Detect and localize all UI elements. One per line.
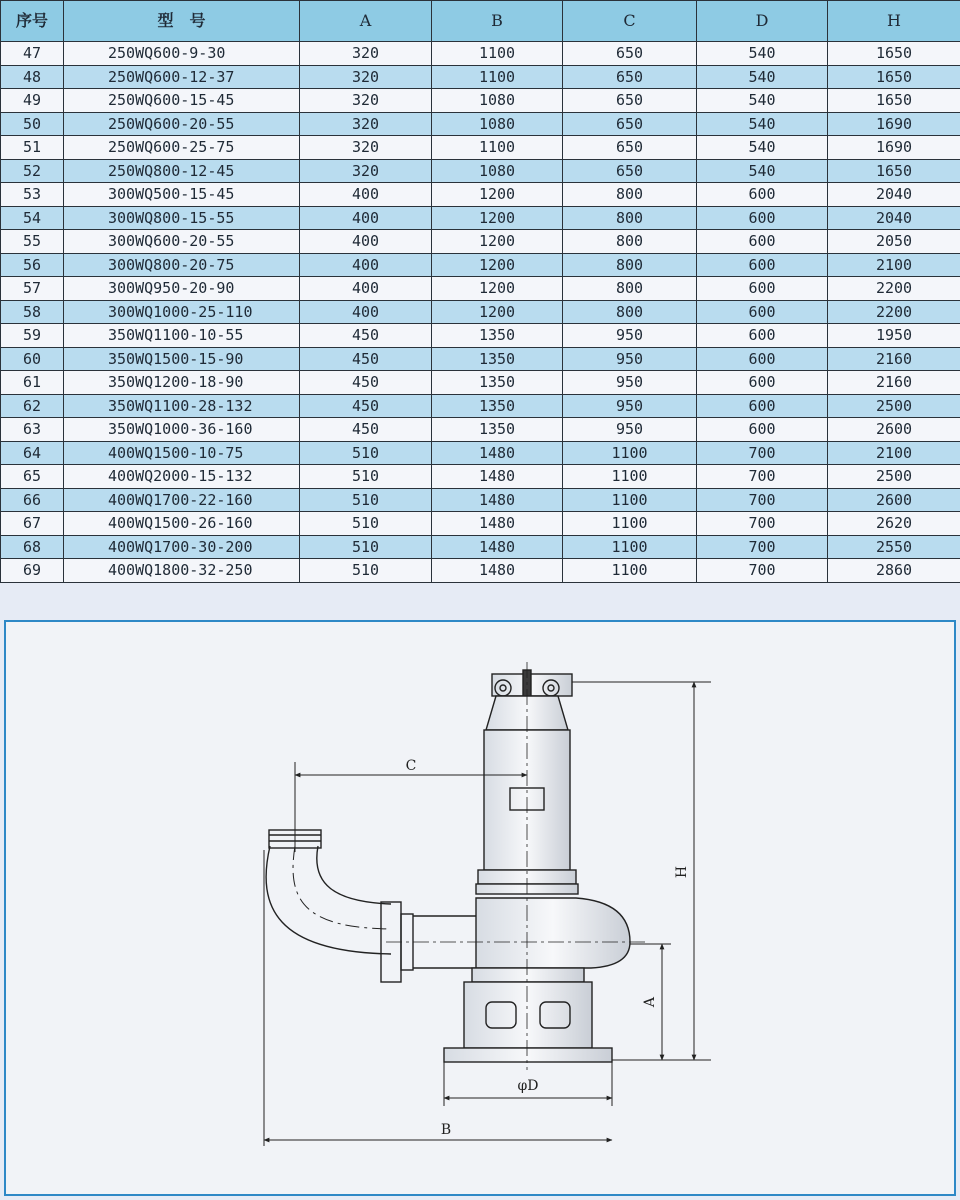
cell-a: 510 (300, 488, 432, 512)
cell-c: 650 (563, 112, 697, 136)
cell-c: 800 (563, 206, 697, 230)
cell-d: 540 (697, 136, 828, 160)
cell-index: 49 (1, 89, 64, 113)
cell-d: 540 (697, 42, 828, 66)
cell-d: 600 (697, 277, 828, 301)
cell-b: 1480 (432, 512, 563, 536)
cell-b: 1100 (432, 65, 563, 89)
cell-index: 64 (1, 441, 64, 465)
cell-c: 1100 (563, 488, 697, 512)
cell-d: 600 (697, 394, 828, 418)
cell-d: 600 (697, 206, 828, 230)
cell-b: 1200 (432, 277, 563, 301)
cell-b: 1480 (432, 441, 563, 465)
cell-c: 1100 (563, 559, 697, 583)
cell-d: 540 (697, 89, 828, 113)
cell-h: 2600 (828, 418, 960, 442)
table-row (1, 112, 960, 136)
cell-model: 250WQ600-25-75 (64, 136, 300, 160)
cell-h: 2050 (828, 230, 960, 254)
cell-h: 2620 (828, 512, 960, 536)
cell-index: 66 (1, 488, 64, 512)
cell-a: 400 (300, 277, 432, 301)
cell-c: 800 (563, 183, 697, 207)
cell-d: 700 (697, 441, 828, 465)
cell-model: 250WQ600-12-37 (64, 65, 300, 89)
cell-h: 2160 (828, 347, 960, 371)
cell-d: 600 (697, 230, 828, 254)
cell-c: 950 (563, 418, 697, 442)
cell-b: 1200 (432, 230, 563, 254)
cell-c: 1100 (563, 465, 697, 489)
cell-h: 2860 (828, 559, 960, 583)
cell-a: 400 (300, 230, 432, 254)
table-row (1, 347, 960, 371)
cell-model: 250WQ800-12-45 (64, 159, 300, 183)
cell-model: 350WQ1200-18-90 (64, 371, 300, 395)
cell-index: 52 (1, 159, 64, 183)
cell-a: 510 (300, 441, 432, 465)
cell-index: 55 (1, 230, 64, 254)
cell-c: 800 (563, 253, 697, 277)
cell-h: 1690 (828, 136, 960, 160)
dim-label-h: H (674, 865, 690, 879)
cell-index: 61 (1, 371, 64, 395)
cell-a: 320 (300, 112, 432, 136)
cell-h: 2550 (828, 535, 960, 559)
table-row (1, 136, 960, 160)
cell-h: 1690 (828, 112, 960, 136)
drawing-canvas (6, 622, 954, 1194)
cell-d: 700 (697, 559, 828, 583)
cell-index: 56 (1, 253, 64, 277)
cell-b: 1350 (432, 394, 563, 418)
cell-index: 62 (1, 394, 64, 418)
cell-c: 1100 (563, 535, 697, 559)
cell-b: 1200 (432, 300, 563, 324)
cell-c: 950 (563, 394, 697, 418)
cell-b: 1100 (432, 136, 563, 160)
cell-d: 700 (697, 465, 828, 489)
cell-b: 1350 (432, 347, 563, 371)
cell-model: 250WQ600-20-55 (64, 112, 300, 136)
cell-index: 60 (1, 347, 64, 371)
cell-c: 950 (563, 347, 697, 371)
cell-b: 1480 (432, 535, 563, 559)
header-b: B (432, 1, 563, 42)
cell-c: 650 (563, 42, 697, 66)
cell-d: 600 (697, 418, 828, 442)
cell-h: 2200 (828, 277, 960, 301)
cell-c: 950 (563, 324, 697, 348)
cell-b: 1480 (432, 559, 563, 583)
cell-index: 65 (1, 465, 64, 489)
cell-model: 300WQ600-20-55 (64, 230, 300, 254)
cell-index: 47 (1, 42, 64, 66)
header-index: 序号 (1, 1, 64, 42)
cell-a: 320 (300, 65, 432, 89)
cell-model: 400WQ1500-10-75 (64, 441, 300, 465)
cell-index: 67 (1, 512, 64, 536)
dim-label-b: B (440, 1122, 452, 1138)
cell-b: 1200 (432, 183, 563, 207)
table-row (1, 206, 960, 230)
header-model: 型 号 (64, 1, 300, 42)
cell-h: 1650 (828, 65, 960, 89)
cell-h: 2600 (828, 488, 960, 512)
cell-model: 400WQ1700-22-160 (64, 488, 300, 512)
cell-a: 510 (300, 465, 432, 489)
cell-model: 400WQ2000-15-132 (64, 465, 300, 489)
cell-model: 300WQ950-20-90 (64, 277, 300, 301)
cell-b: 1100 (432, 42, 563, 66)
cell-d: 700 (697, 488, 828, 512)
cell-a: 400 (300, 206, 432, 230)
cell-d: 700 (697, 535, 828, 559)
table-header (1, 1, 960, 42)
cell-index: 59 (1, 324, 64, 348)
cell-c: 1100 (563, 441, 697, 465)
cell-model: 350WQ1100-10-55 (64, 324, 300, 348)
cell-c: 800 (563, 277, 697, 301)
table-row (1, 488, 960, 512)
cell-a: 400 (300, 253, 432, 277)
cell-model: 400WQ1800-32-250 (64, 559, 300, 583)
cell-model: 300WQ800-15-55 (64, 206, 300, 230)
discharge-pipe (266, 830, 476, 982)
cell-d: 700 (697, 512, 828, 536)
cell-index: 53 (1, 183, 64, 207)
table-row (1, 512, 960, 536)
cell-model: 350WQ1000-36-160 (64, 418, 300, 442)
cell-a: 450 (300, 418, 432, 442)
table-row (1, 42, 960, 66)
cell-a: 450 (300, 394, 432, 418)
cell-c: 1100 (563, 512, 697, 536)
cell-a: 320 (300, 136, 432, 160)
table-header-row (1, 1, 960, 42)
cell-b: 1080 (432, 112, 563, 136)
table-row (1, 230, 960, 254)
cell-model: 300WQ1000-25-110 (64, 300, 300, 324)
table-row (1, 418, 960, 442)
cell-d: 600 (697, 347, 828, 371)
cell-h: 2500 (828, 394, 960, 418)
pump-installation-drawing (4, 620, 956, 1196)
cell-b: 1350 (432, 418, 563, 442)
table-row (1, 371, 960, 395)
cell-a: 510 (300, 559, 432, 583)
cell-h: 2160 (828, 371, 960, 395)
cell-b: 1350 (432, 324, 563, 348)
cell-c: 650 (563, 159, 697, 183)
cell-model: 250WQ600-15-45 (64, 89, 300, 113)
cell-b: 1350 (432, 371, 563, 395)
cell-d: 600 (697, 183, 828, 207)
cell-c: 650 (563, 89, 697, 113)
cell-c: 950 (563, 371, 697, 395)
cell-d: 540 (697, 112, 828, 136)
header-d: D (697, 1, 828, 42)
table-row (1, 65, 960, 89)
table-row (1, 159, 960, 183)
cell-c: 650 (563, 136, 697, 160)
table-row (1, 253, 960, 277)
cell-model: 300WQ500-15-45 (64, 183, 300, 207)
cell-h: 2100 (828, 441, 960, 465)
cell-b: 1080 (432, 159, 563, 183)
cell-h: 1650 (828, 159, 960, 183)
cell-a: 320 (300, 42, 432, 66)
cell-h: 1950 (828, 324, 960, 348)
cell-a: 400 (300, 183, 432, 207)
cell-a: 400 (300, 300, 432, 324)
header-c: C (563, 1, 697, 42)
cell-h: 1650 (828, 89, 960, 113)
cell-d: 540 (697, 159, 828, 183)
table-row (1, 535, 960, 559)
cell-h: 1650 (828, 42, 960, 66)
cell-b: 1480 (432, 488, 563, 512)
cell-h: 2500 (828, 465, 960, 489)
cell-b: 1200 (432, 206, 563, 230)
cell-model: 400WQ1500-26-160 (64, 512, 300, 536)
cell-index: 50 (1, 112, 64, 136)
cell-index: 69 (1, 559, 64, 583)
header-h: H (828, 1, 960, 42)
cell-a: 320 (300, 159, 432, 183)
cell-d: 600 (697, 300, 828, 324)
cell-model: 350WQ1100-28-132 (64, 394, 300, 418)
table-row (1, 394, 960, 418)
cell-h: 2040 (828, 183, 960, 207)
table-row (1, 277, 960, 301)
cell-h: 2100 (828, 253, 960, 277)
cell-index: 58 (1, 300, 64, 324)
table-row (1, 183, 960, 207)
cell-a: 450 (300, 324, 432, 348)
cell-model: 250WQ600-9-30 (64, 42, 300, 66)
dim-label-a: A (642, 996, 658, 1008)
cell-d: 600 (697, 371, 828, 395)
cell-d: 600 (697, 253, 828, 277)
cell-a: 320 (300, 89, 432, 113)
cell-d: 600 (697, 324, 828, 348)
cell-h: 2200 (828, 300, 960, 324)
cell-b: 1080 (432, 89, 563, 113)
pump-body (444, 670, 630, 1062)
cell-c: 800 (563, 300, 697, 324)
header-a: A (300, 1, 432, 42)
table-row (1, 559, 960, 583)
cell-model: 400WQ1700-30-200 (64, 535, 300, 559)
table-row (1, 441, 960, 465)
cell-model: 300WQ800-20-75 (64, 253, 300, 277)
table-row (1, 89, 960, 113)
table-row (1, 300, 960, 324)
cell-b: 1480 (432, 465, 563, 489)
dim-label-d: φD (517, 1078, 539, 1094)
table-row (1, 324, 960, 348)
table-body (1, 42, 960, 583)
cell-index: 57 (1, 277, 64, 301)
cell-index: 68 (1, 535, 64, 559)
dimension-table (0, 0, 960, 583)
cell-index: 54 (1, 206, 64, 230)
cell-a: 510 (300, 535, 432, 559)
cell-c: 650 (563, 65, 697, 89)
cell-a: 510 (300, 512, 432, 536)
dim-label-c: C (405, 758, 417, 774)
cell-c: 800 (563, 230, 697, 254)
cell-model: 350WQ1500-15-90 (64, 347, 300, 371)
cell-a: 450 (300, 371, 432, 395)
table-row (1, 465, 960, 489)
cell-b: 1200 (432, 253, 563, 277)
cell-index: 63 (1, 418, 64, 442)
cell-h: 2040 (828, 206, 960, 230)
cell-index: 48 (1, 65, 64, 89)
cell-d: 540 (697, 65, 828, 89)
cell-a: 450 (300, 347, 432, 371)
cell-index: 51 (1, 136, 64, 160)
